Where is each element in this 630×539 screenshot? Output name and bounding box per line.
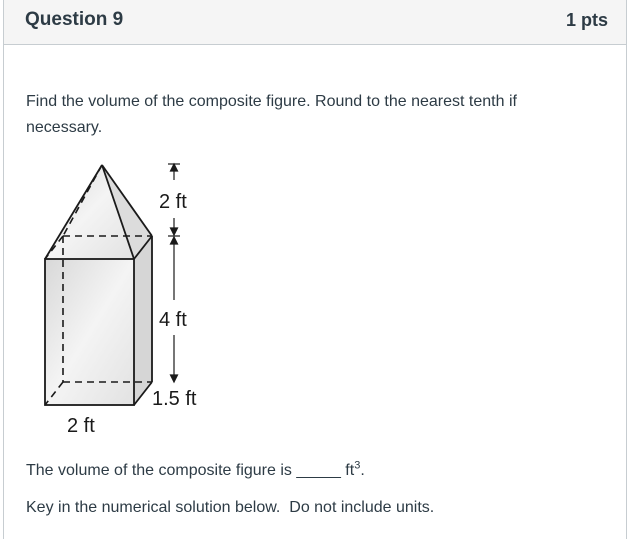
volume-text: The volume of the composite figure is _____ ft — [26, 462, 355, 479]
volume-statement — [26, 458, 365, 484]
composite-figure-diagram — [24, 160, 224, 445]
question-prompt: Find the volume of the composite figure. Round to the nearest tenth if necessary. — [26, 93, 517, 136]
volume-text-end: . — [360, 462, 365, 479]
question-header — [4, 0, 626, 45]
answer-instruction: Key in the numerical solution below. Do not include units. — [26, 499, 435, 516]
composite-figure-svg — [24, 160, 224, 445]
volume-exponent: 3 — [354, 459, 361, 472]
prism-height-label: 4 ft — [159, 309, 187, 331]
depth-label: 1.5 ft — [152, 388, 197, 410]
prism-side-face — [134, 236, 152, 405]
question-title: Question 9 — [25, 9, 124, 30]
pyramid-height-label: 2 ft — [159, 191, 187, 213]
prism-front-face — [45, 259, 134, 405]
width-label: 2 ft — [67, 415, 95, 437]
question-points: 1 pts — [565, 10, 608, 30]
question-card — [3, 0, 627, 539]
